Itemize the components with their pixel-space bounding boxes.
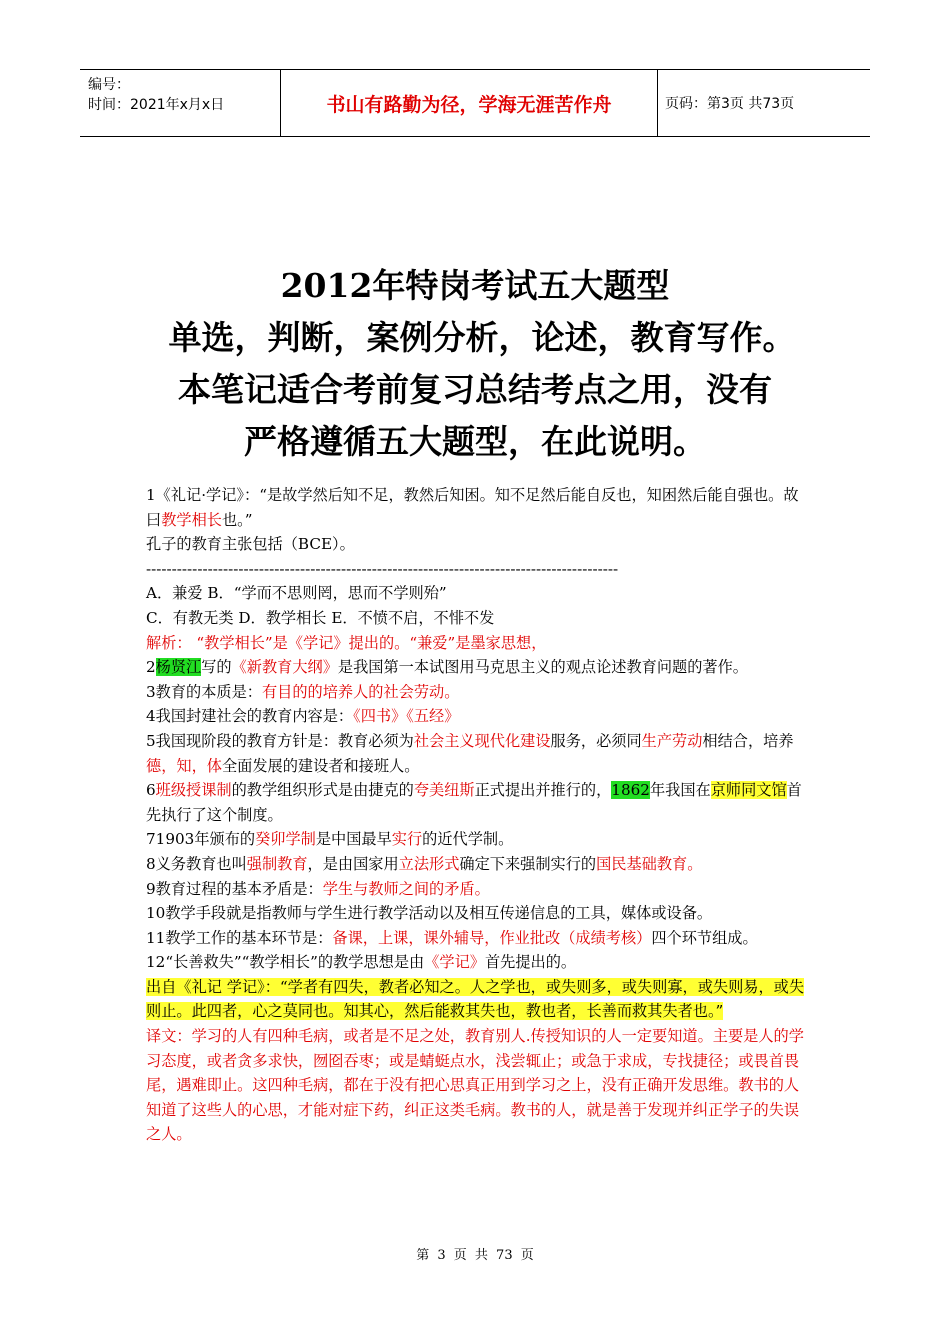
text-run: 的近代学制。 — [422, 830, 514, 849]
highlight-red: 德，知，体 — [146, 756, 222, 775]
q11 — [146, 926, 810, 951]
title-line-3: 本笔记适合考前复习总结考点之用，没有 — [178, 370, 772, 409]
text-run: 4我国封建社会的教育内容是： — [146, 707, 354, 726]
text-run: 是我国第一本试图用马克思主义的观点论述教育问题的著作。 — [337, 658, 748, 677]
highlight-red: 《学记》 — [424, 953, 485, 972]
q1-quote — [146, 483, 810, 532]
text-run: 6 — [146, 781, 156, 800]
highlight-red: 教学相长 — [161, 510, 222, 529]
header-page-info: 页码：第3页 共73页 — [665, 96, 795, 112]
highlight-red: 备课，上课，课外辅导，作业批改（成绩考核） — [332, 928, 652, 947]
text-run: 确定下来强制实行的 — [459, 854, 597, 873]
q2 — [146, 655, 810, 680]
text-run: 年我国在 — [649, 781, 711, 800]
q1-options-1: A．兼爱 B．“学而不思则罔，思而不学则殆” — [146, 584, 447, 603]
highlight-green: 杨贤江 — [155, 658, 202, 677]
header-divider — [657, 70, 658, 136]
highlight-red: 《四书》《五经》 — [353, 707, 460, 726]
text-run: 服务，必须同 — [550, 731, 642, 750]
highlight-yellow: 京师同文馆 — [710, 781, 787, 800]
title-line-4: 严格遵循五大题型，在此说明。 — [244, 422, 706, 461]
q5 — [146, 729, 810, 778]
highlight-red: 夸美纽斯 — [413, 781, 475, 800]
text-run: 写的 — [201, 658, 232, 677]
highlight-red: 有目的的培养人的社会劳动。 — [261, 682, 460, 701]
highlight-red: 学生与教师之间的矛盾。 — [322, 879, 490, 898]
text-run: 2 — [146, 658, 156, 677]
highlight-red: 国民基础教育。 — [596, 854, 703, 873]
text-run: 5我国现阶段的教育方针是：教育必须为 — [146, 731, 414, 750]
text-run: 首先执行了这个制度。 — [146, 781, 802, 824]
highlight-red: 生产劳动 — [641, 731, 703, 750]
text-run: ，是由国家用 — [307, 854, 399, 873]
highlight-yellow: 出自《礼记 学记》：“学者有四失，教者必知之。人之学也，或失则多，或失则寡，或失则易，或失则止。此四者，心之莫同也。知其心，然后能救其失也，教也者，长善而救其失者也。” — [146, 977, 805, 1021]
highlight-red: 立法形式 — [398, 854, 460, 873]
text-run: 12“长善救失”“教学相长”的教学思想是由 — [146, 953, 425, 972]
text-run: 1《礼记·学记》：“是故学然后知不足，教然后知困。知不足然后能自反也，知困然后能自强也。故曰 — [146, 486, 799, 529]
text-run: 首先提出的。 — [484, 953, 577, 972]
separator-dashes: -------------------------------------------------------------------------------------------- — [146, 559, 619, 578]
highlight-red: 强制教育 — [246, 854, 308, 873]
q12 — [146, 950, 810, 975]
q4 — [146, 704, 810, 729]
q3 — [146, 680, 810, 705]
document-title — [0, 260, 950, 468]
q10: 10教学手段就是指教师与学生进行教学活动以及相互传递信息的工具，媒体或设备。 — [146, 904, 713, 923]
highlight-red: 癸卯学制 — [255, 830, 316, 849]
highlight-red: 实行 — [391, 830, 423, 849]
text-run: 是中国最早 — [315, 830, 392, 849]
text-run: 9教育过程的基本矛盾是： — [146, 879, 323, 898]
highlight-green: 1862 — [611, 781, 650, 800]
page-footer: 第 3 页 共 73 页 — [416, 1248, 534, 1263]
text-run: 8义务教育也叫 — [146, 854, 247, 873]
q6 — [146, 778, 810, 827]
title-line-1: 2012年特岗考试五大题型 — [280, 266, 670, 305]
text-run: 相结合，培养 — [702, 731, 794, 750]
header-meta — [88, 75, 224, 115]
q12-quote — [146, 975, 810, 1024]
document-body — [146, 483, 810, 1147]
text-run: 正式提出并推行的， — [474, 781, 612, 800]
text-run: 3教育的本质是： — [146, 682, 262, 701]
q1-options-2: C．有教无类 D．教学相长 E．不愤不启，不悱不发 — [146, 608, 495, 627]
q7 — [146, 827, 810, 852]
text-run: 全面发展的建设者和接班人。 — [221, 756, 420, 775]
q1-analysis: 解析： “教学相长”是《学记》提出的。“兼爱”是墨家思想， — [146, 633, 547, 652]
q8 — [146, 852, 810, 877]
text-run: 四个环节组成。 — [651, 928, 758, 947]
highlight-red: 班级授课制 — [155, 781, 232, 800]
q12-translation: 译文：学习的人有四种毛病，或者是不足之处，教育别人.传授知识的人一定要知道。主要是人的学习态度，或者贪多求快，囫囵吞枣；或是蜻蜓点水，浅尝辄止；或急于求成，专找捷径；或畏首畏尾，遇难即止。这四种毛病，都在于没有把心思真正用到学习之上，没有正确开发思维。教书的人知道了这些人的心思，才能对症下药，纠正这类毛病。教书的人，就是善于发现并纠正学子的失误之人。 — [146, 1027, 804, 1144]
title-line-2: 单选，判断，案例分析，论述，教育写作。 — [168, 318, 796, 357]
q1-question: 孔子的教育主张包括（BCE）。 — [146, 535, 355, 554]
page-header — [80, 69, 870, 137]
highlight-red: 《新教育大纲》 — [231, 658, 338, 677]
header-code-label: 编号： — [88, 77, 130, 93]
q9 — [146, 877, 810, 902]
text-run: 也。” — [221, 510, 253, 529]
text-run: 71903年颁布的 — [146, 830, 256, 849]
text-run: 的教学组织形式是由捷克的 — [231, 781, 414, 800]
header-date: 时间：2021年x月x日 — [88, 97, 225, 113]
highlight-red: 社会主义现代化建设 — [413, 731, 551, 750]
text-run: 11教学工作的基本环节是： — [146, 928, 333, 947]
header-motto: 书山有路勤为径，学海无涯苦作舟 — [326, 93, 612, 116]
